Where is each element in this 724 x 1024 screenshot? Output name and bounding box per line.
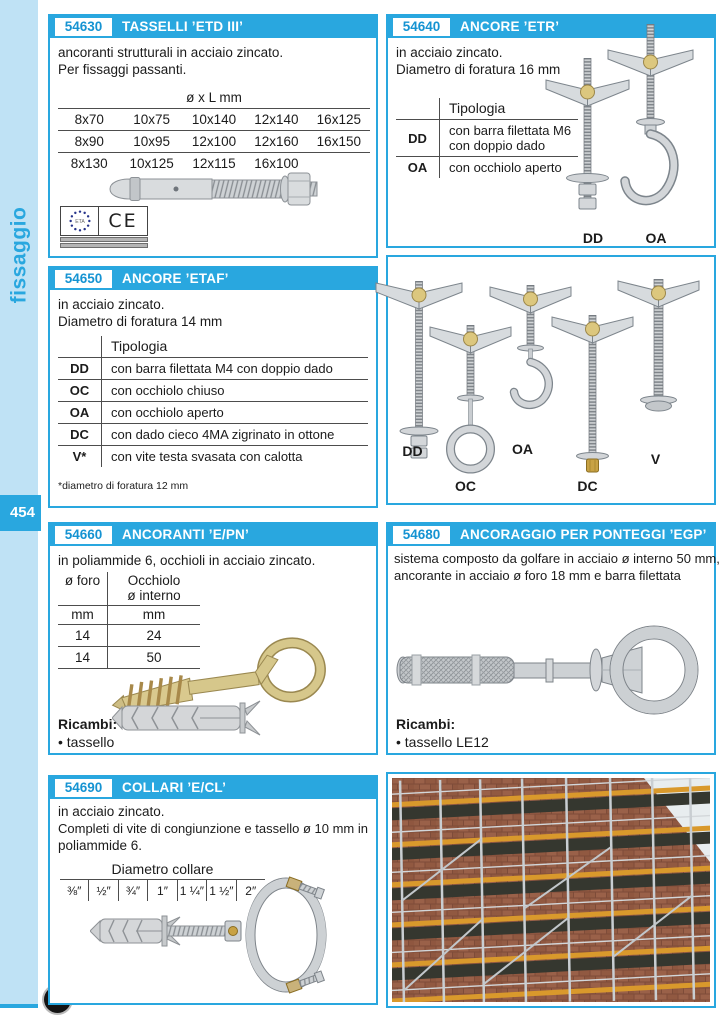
product-title: COLLARI ’E/CL’ [122,780,227,795]
table-header: Diametro collare [60,861,265,880]
ce-logo: CE [108,210,138,232]
page-number-badge: 454 [0,495,41,531]
toggle-anchor-oa-image [603,24,703,229]
type-desc: con dado cieco 4MA zigrinato in ottone [111,427,335,442]
panel-header [388,524,714,546]
ce-fine-print [60,237,148,242]
size-cell: ½″ [88,880,117,901]
product-code: 54640 [393,18,450,36]
product-title: ANCORE ’ETAF’ [122,271,229,286]
product-code: 54650 [55,270,112,288]
spare-parts-label: Ricambi: [396,716,456,732]
type-desc: con vite testa svasata con calotta [111,449,303,464]
table-cell: 10x75 [133,112,170,127]
description-line: in poliammide 6, occhioli in acciaio zincato. [58,553,316,568]
product-title: ANCORANTI ’E/PN’ [122,527,249,542]
description-line: in acciaio zincato. [58,804,165,819]
ce-mark [60,206,148,248]
table-row [58,109,370,131]
product-code: 54660 [55,526,112,544]
toggle-anchor-v-image [616,279,701,449]
table-row [58,380,368,402]
table-header-line: Occhiolo [127,573,181,588]
table-header-row [58,336,368,358]
table-cell: 16x100 [254,156,299,171]
typology-table [58,336,368,467]
type-desc: con occhiolo aperto [111,405,224,420]
table-row [58,402,368,424]
type-code: DC [58,424,102,445]
panel-54650 [48,266,378,508]
panel-header [50,268,376,290]
ce-fine-print [60,243,148,248]
panel-header [50,777,376,799]
size-cell: 1″ [147,880,176,901]
size-cell: 1 ½″ [206,880,235,901]
description-line: ancoranti strutturali in acciaio zincato. [58,45,284,60]
table-cell: 8x70 [74,112,104,127]
table-row [58,446,368,467]
table-cell: 24 [146,628,162,643]
description-line: in acciaio zincato. [58,297,165,312]
type-desc: con barra filettata M6 con doppio dado [449,123,572,153]
type-code: DD [396,120,440,156]
table-header: Tipologia [111,338,168,354]
panel-scaffolding-photo [386,772,716,1008]
description-line: Diametro di foratura 14 mm [58,314,223,329]
image-caption: V [650,451,661,467]
size-table [58,90,370,174]
panel-header [50,16,376,38]
product-title: ANCORE ’ETR’ [460,19,560,34]
type-desc: con barra filettata M4 con doppio dado [111,361,333,376]
scaffold-eyebolt-image [396,620,701,720]
product-code: 54630 [55,18,112,36]
pipe-collar-image [90,873,348,1001]
type-code: OA [396,157,440,178]
type-code: OA [58,402,102,423]
table-cell: 8x90 [74,134,104,149]
type-code: OC [58,380,102,401]
table-header: ø foro [58,572,108,606]
product-title: TASSELLI ’ETD III’ [122,19,244,34]
table-row [58,131,370,153]
type-desc: con occhiolo aperto [449,160,562,175]
table-cell: 10x95 [133,134,170,149]
table-cell: 14 [58,625,108,646]
table-header-line: ø interno [127,588,181,603]
category-label: fissaggio [7,206,30,304]
eta-stars-icon [61,207,99,235]
description-line: Completi di vite di congiunzione e tassello ø 10 mm in [58,821,368,836]
ce-mark-box [60,206,148,236]
panel-54630 [48,14,378,258]
image-caption: OC [455,478,476,494]
panel-54680 [386,522,720,755]
size-cell: 2″ [236,880,265,901]
product-code: 54680 [393,526,450,544]
table-cell: 16x125 [316,112,361,127]
description-line: ancorante in acciaio ø foro 18 mm e barra filettata [394,568,681,583]
table-cell: 8x130 [70,156,108,171]
table-cell: 14 [58,647,108,668]
type-code: V* [58,446,102,467]
panel-54640 [386,14,716,248]
description-line: Per fissaggi passanti. [58,62,187,77]
unit-cell: mm [58,606,108,624]
table-header-row [58,572,200,606]
table-cell: 50 [146,650,162,665]
table-header: Tipologia [449,100,506,116]
description-line: sistema composto da golfare in acciaio ø interno 50 mm, [394,551,720,566]
image-caption: OA [645,230,667,246]
table-header [108,572,200,606]
type-desc: con occhiolo chiuso [111,383,225,398]
image-caption: DC [577,478,598,494]
size-cell: ⅜″ [67,884,82,898]
table-row [58,424,368,446]
panel-header [50,524,376,546]
table-cell: 10x140 [191,112,237,127]
panel-54660 [48,522,378,755]
table-cell: 12x115 [192,156,236,171]
product-title: ANCORAGGIO PER PONTEGGI ’EGP’ [460,527,707,542]
image-caption: DD [402,443,423,459]
table-cell: 12x140 [254,112,299,127]
table-cell: 12x100 [191,134,237,149]
eta-label: ETA [74,218,85,225]
description-line: Diametro di foratura 16 mm [396,62,561,77]
sidebar-label-wrap [0,150,38,360]
spare-parts-item: • tassello LE12 [396,734,489,750]
image-caption: DD [582,230,604,246]
spare-parts-label: Ricambi: [58,716,118,732]
spare-parts-item: • tassello [58,734,115,750]
size-table-header: ø x L mm [58,90,370,109]
table-cell [396,98,440,119]
table-cell: 12x160 [254,134,299,149]
size-cell: 1 ¼″ [177,880,206,901]
table-cell: 10x125 [129,156,174,171]
nylon-plug-image [112,700,262,738]
size-cell: ¾″ [118,880,147,901]
footnote: *diametro di foratura 12 mm [58,480,189,492]
table-unit-row [58,606,200,625]
scaffolding-photo [392,778,710,1002]
table-row [58,358,368,380]
description-line: poliammide 6. [58,838,143,853]
sidebar-bottom-bar [0,1004,38,1008]
image-caption: OA [512,441,533,457]
panel-54690 [48,775,378,1005]
description-line: in acciaio zincato. [396,45,503,60]
table-cell: 16x150 [316,134,361,149]
type-code: DD [58,358,102,379]
table-cell [58,336,102,357]
product-code: 54690 [55,779,112,797]
unit-cell: mm [142,607,166,622]
panel-anchor-gallery [386,255,716,505]
